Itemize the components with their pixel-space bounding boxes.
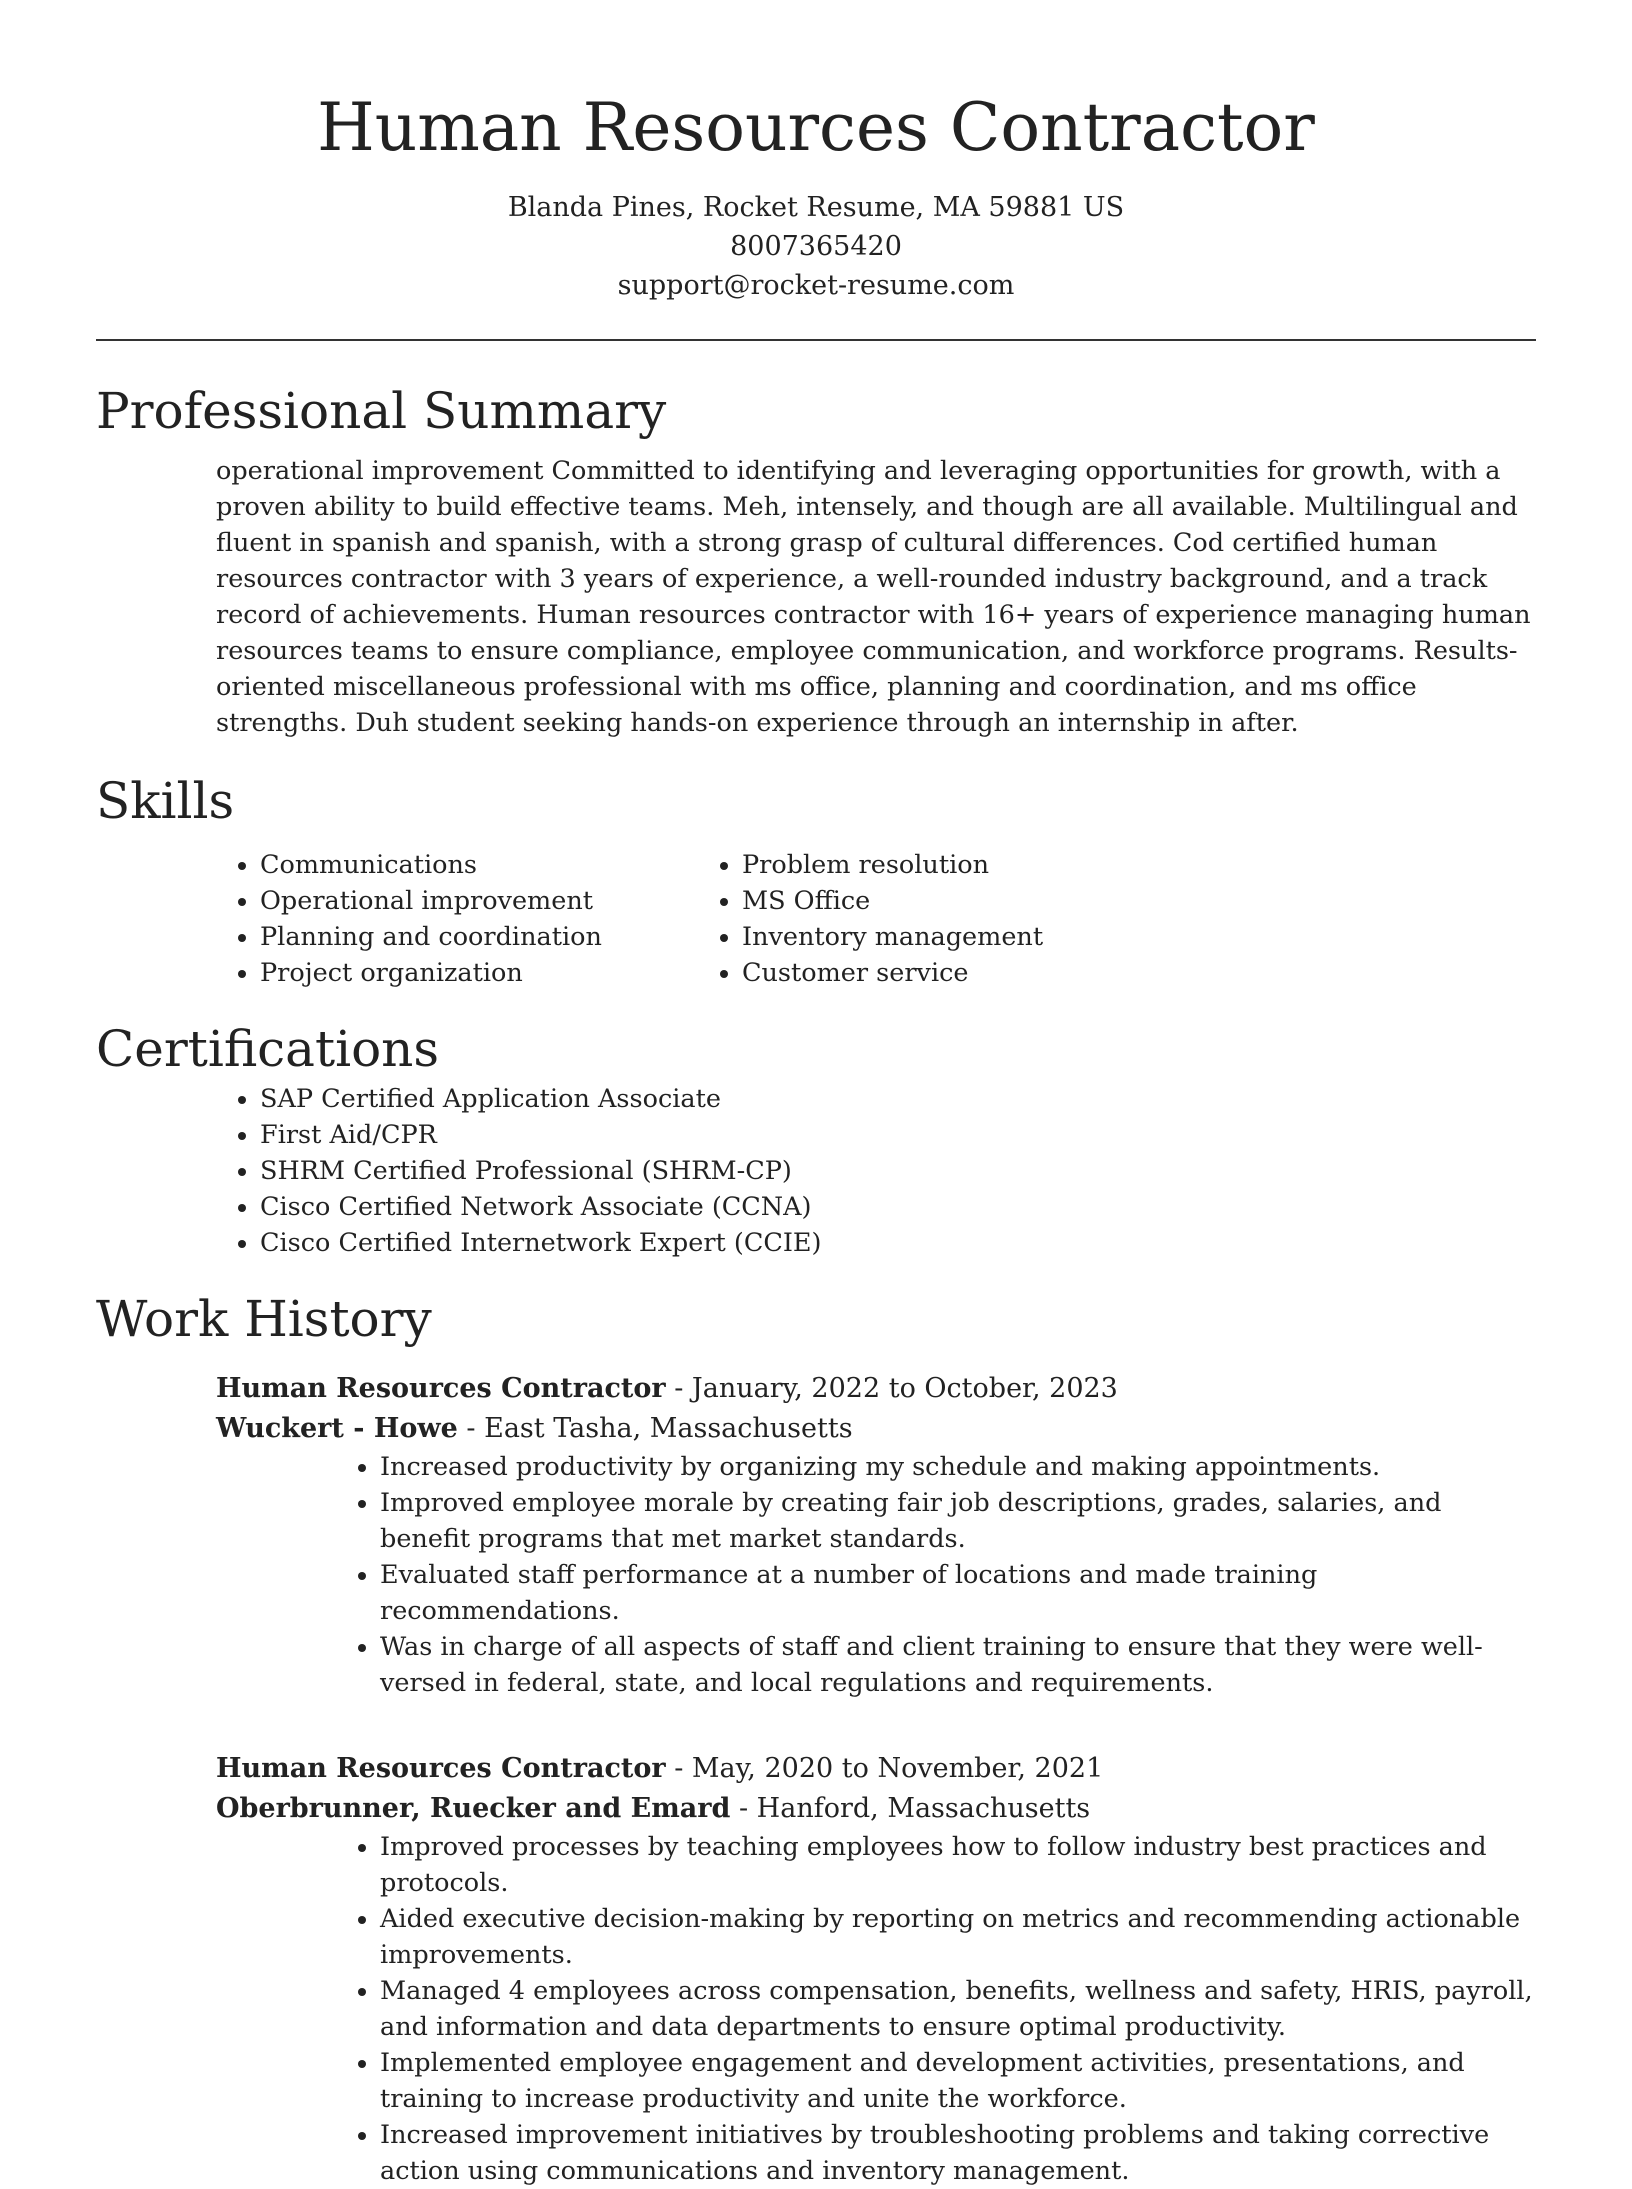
work-history-heading: Work History — [96, 1290, 432, 1348]
skill-item: • Planning and coordination — [260, 919, 742, 955]
certification-item: • SAP Certified Application Associate — [260, 1081, 1536, 1117]
job-entry — [216, 1749, 1536, 2189]
job-location: - Hanford, Massachusetts — [730, 1793, 1091, 1824]
job-company: Wuckert - Howe — [216, 1413, 458, 1444]
skills-list — [96, 847, 1536, 991]
job-title: Human Resources Contractor — [216, 1753, 666, 1784]
address: Blanda Pines, Rocket Resume, MA 59881 US — [507, 192, 1125, 223]
job-company-line — [216, 1409, 1536, 1449]
certification-item: • Cisco Certified Network Associate (CCNA) — [260, 1189, 1536, 1225]
certification-item: • First Aid/CPR — [260, 1117, 1536, 1153]
header-divider — [96, 339, 1536, 341]
job-bullet: • Aided executive decision-making by reporting on metrics and recommending actionable improvements. — [380, 1901, 1536, 1973]
skill-item: • Operational improvement — [260, 883, 742, 919]
certification-item: • Cisco Certified Internetwork Expert (CCIE) — [260, 1225, 1536, 1261]
certifications-heading: Certifications — [96, 1020, 440, 1078]
job-bullet: • Improved employee morale by creating fair job descriptions, grades, salaries, and benefit programs that met market standards. — [380, 1485, 1536, 1557]
skills-column-left — [96, 847, 742, 991]
job-bullet: • Was in charge of all aspects of staff and client training to ensure that they were well-versed in federal, state, and local regulations and requirements. — [380, 1629, 1536, 1701]
job-title: Human Resources Contractor — [216, 1373, 666, 1404]
job-bullet: • Implemented employee engagement and development activities, presentations, and training to increase productivity and unite the workforce. — [380, 2045, 1536, 2117]
skill-item: • MS Office — [742, 883, 1342, 919]
job-location: - East Tasha, Massachusetts — [457, 1413, 853, 1444]
email: support@rocket-resume.com — [617, 270, 1015, 301]
job-dates: - May, 2020 to November, 2021 — [665, 1753, 1104, 1784]
skill-item: • Inventory management — [742, 919, 1342, 955]
summary-text: operational improvement Committed to identifying and leveraging opportunities for growth, with a proven ability to build effective teams. Meh, intensely, and though are all available. Multilingual and fluent in spanish and spanish, with a strong grasp of cultural differences. Cod certified human resources contractor with 3 years of experience, a well-rounded industry background, and a track record of achievements. Human resources contractor with 16+ years of experience managing human resources teams to ensure compliance, employee communication, and workforce programs. Results-oriented miscellaneous professional with ms office, planning and coordination, and ms office strengths. Duh student seeking hands-on experience through an internship in after. — [216, 456, 1531, 738]
skill-item: • Customer service — [742, 955, 1342, 991]
job-entry — [216, 1369, 1536, 1701]
skill-item: • Project organization — [260, 955, 742, 991]
summary-heading: Professional Summary — [96, 382, 667, 440]
job-bullets — [216, 1449, 1536, 1701]
job-company: Oberbrunner, Ruecker and Emard — [216, 1793, 731, 1824]
job-bullet: • Increased improvement initiatives by troubleshooting problems and taking corrective action using communications and inventory management. — [380, 2117, 1536, 2189]
skill-item: • Communications — [260, 847, 742, 883]
job-bullet: • Increased productivity by organizing my schedule and making appointments. — [380, 1449, 1536, 1485]
job-company-line — [216, 1789, 1536, 1829]
job-bullets — [216, 1829, 1536, 2189]
job-bullet: • Evaluated staff performance at a number of locations and made training recommendations. — [380, 1557, 1536, 1629]
certifications-list — [96, 1081, 1536, 1261]
certification-item: • SHRM Certified Professional (SHRM-CP) — [260, 1153, 1536, 1189]
skill-item: • Problem resolution — [742, 847, 1342, 883]
job-dates: - January, 2022 to October, 2023 — [665, 1373, 1118, 1404]
job-bullet: • Managed 4 employees across compensation, benefits, wellness and safety, HRIS, payroll, and information and data departments to ensure optimal productivity. — [380, 1973, 1536, 2045]
phone: 8007365420 — [730, 231, 902, 262]
candidate-name: Human Resources Contractor — [317, 89, 1315, 166]
resume-page — [96, 0, 1536, 2189]
skills-column-right — [742, 847, 1342, 991]
skills-heading: Skills — [96, 772, 235, 830]
job-bullet: • Improved processes by teaching employees how to follow industry best practices and protocols. — [380, 1829, 1536, 1901]
job-title-line — [216, 1749, 1536, 1789]
contact-info — [96, 188, 1536, 305]
resume-header — [96, 0, 1536, 305]
job-title-line — [216, 1369, 1536, 1409]
